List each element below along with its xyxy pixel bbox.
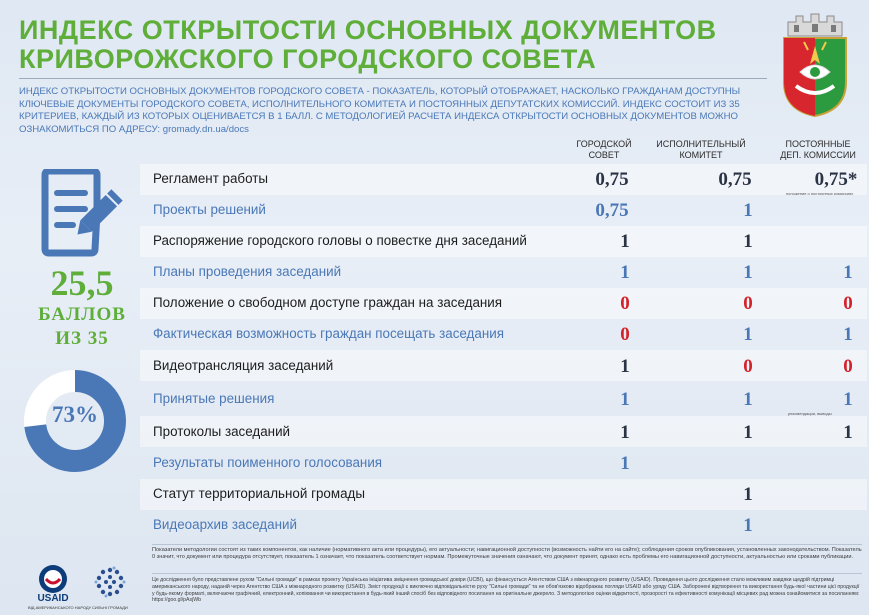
score-unit-line2: ИЗ 35 bbox=[55, 328, 109, 349]
document-pencil-icon bbox=[37, 169, 125, 257]
council-score: 0,75 bbox=[595, 169, 629, 190]
council-score: 1 bbox=[620, 356, 630, 377]
committee-score: 1 bbox=[743, 422, 753, 443]
commissions-score: 0 bbox=[843, 356, 853, 377]
commissions-score: 1 bbox=[843, 324, 853, 345]
criterion-label: Регламент работы bbox=[153, 171, 269, 186]
committee-score: 1 bbox=[743, 200, 753, 221]
strong-hromadas-caption: СИЛЬНІ ГРОМАДИ bbox=[92, 605, 128, 610]
council-score: 1 bbox=[620, 389, 630, 410]
footer-divider bbox=[152, 573, 862, 574]
council-score: 0 bbox=[620, 293, 630, 314]
strong-hromadas-logo bbox=[90, 562, 130, 602]
criterion-label: Видеотрансляция заседаний bbox=[153, 358, 334, 373]
criterion-label: Планы проведения заседаний bbox=[153, 264, 342, 279]
column-header-commissions bbox=[770, 139, 866, 161]
svg-text:USAID: USAID bbox=[37, 593, 69, 603]
criterion-label: Принятые решения bbox=[153, 391, 275, 406]
commissions-score: 0 bbox=[843, 293, 853, 314]
criterion-label: Распоряжение городского головы о повестке дня заседаний bbox=[153, 233, 527, 248]
criterion-label: Проекты решений bbox=[153, 202, 266, 217]
usaid-caption: ВІД АМЕРИКАНСЬКОГО НАРОДУ bbox=[28, 605, 92, 610]
methodology-link[interactable]: gromady.dn.ua/docs bbox=[162, 123, 249, 135]
column-header-commissions-line1: ПОСТОЯННЫЕ bbox=[785, 139, 851, 149]
methodology-note: Показатели методологии состоят из таких компонентов, как наличие (нормативного акта или процедуры), его актуальности; навигационной доступности (возможность найти его на сайте); соблюдения сроков опубликования, установленных законодательством. Показатель 0 значит, что документ или процедура отсутствует, показатель 1 означает, что показатель соответствует нормам. Промежуточные значения означают, что документ принят, однако есть проблемы его навигационной доступности, актуальностью или сроками публикации. bbox=[152, 547, 862, 561]
title-divider bbox=[19, 78, 767, 79]
city-crest-icon bbox=[778, 12, 852, 118]
committee-score: 1 bbox=[743, 231, 753, 252]
criterion-label: Статут территориальной громады bbox=[153, 486, 365, 501]
criterion-label: Фактическая возможность граждан посещать заседания bbox=[153, 326, 504, 341]
usaid-logo bbox=[33, 563, 73, 603]
page-title bbox=[19, 16, 759, 74]
commissions-score: 1 bbox=[843, 262, 853, 283]
council-score: 0 bbox=[620, 324, 630, 345]
score-unit bbox=[34, 303, 130, 351]
committee-score: 0,75 bbox=[718, 169, 752, 190]
council-score: 1 bbox=[620, 231, 630, 252]
criterion-label: Положение о свободном доступе граждан на заседания bbox=[153, 295, 503, 310]
column-header-council-line1: ГОРОДСКОЙ bbox=[576, 139, 632, 149]
title-line-1: ИНДЕКС ОТКРЫТОСТИ ОСНОВНЫХ ДОКУМЕНТОВ bbox=[19, 15, 717, 45]
commissions-score: 0,75* bbox=[814, 169, 858, 190]
committee-score: 1 bbox=[743, 515, 753, 536]
intro-text bbox=[19, 86, 764, 136]
committee-score: 1 bbox=[743, 484, 753, 505]
commissions-score: 1 bbox=[843, 389, 853, 410]
council-score: 1 bbox=[620, 422, 630, 443]
regulation-note: положение о постоянных комиссиях bbox=[786, 191, 854, 196]
committee-score: 1 bbox=[743, 262, 753, 283]
decisions-note: рекомендации, выводы bbox=[788, 411, 832, 416]
committee-score: 0 bbox=[743, 293, 753, 314]
committee-score: 0 bbox=[743, 356, 753, 377]
committee-score: 1 bbox=[743, 324, 753, 345]
footer-divider bbox=[152, 544, 862, 545]
disclaimer-text: Це дослідження було представлене рухом "Сильні громади" в рамках проекту Українська ініціатива зміцнення громадської довіри (UCBI), що фінансується Агентством США з міжнародного розвитку (USAID). Проведення цього дослідження стало можливим завдяки щедрій підтримці американського народу, наданій через Агентство США з міжнародного розвитку (USAID). Зміст продукції є виключно відповідальністю руху "Сильні громади" та не обов'язково відображає погляди USAID або уряду США. Заборонені відтворення та використання будь-якої частини цієї продукції у будь-якому форматі, включаючи графічний, електронний, копіювання чи використання в будь-який інший спосіб без відповідного посилання на оригінальне джерело. З методологією оцінки відкритості, прозорості та ефективності комунікації місцевих рад можна ознайомитися за посиланням: https://goo.gl/pAsjWb bbox=[152, 577, 860, 604]
column-header-committee-line2: КОМИТЕТ bbox=[679, 150, 723, 160]
column-header-committee-line1: ИСПОЛНИТЕЛЬНЫЙ bbox=[656, 139, 746, 149]
score-points: 25,5 bbox=[50, 263, 114, 303]
committee-score: 1 bbox=[743, 389, 753, 410]
column-header-council bbox=[572, 139, 636, 161]
criterion-label: Видеоархив заседаний bbox=[153, 517, 297, 532]
council-score: 0,75 bbox=[595, 200, 629, 221]
criterion-label: Результаты поименного голосования bbox=[153, 455, 383, 470]
commissions-score: 1 bbox=[843, 422, 853, 443]
percent-label: 73% bbox=[52, 402, 98, 427]
score-unit-line1: БАЛЛОВ bbox=[38, 304, 126, 325]
intro-body: ИНДЕКС ОТКРЫТОСТИ ОСНОВНЫХ ДОКУМЕНТОВ ГОРОДСКОГО СОВЕТА - ПОКАЗАТЕЛЬ, КОТОРЫЙ ОТОБРАЖАЕТ, НАСКОЛЬКО ГРАЖДАНАМ ДОСТУПНЫ КЛЮЧЕВЫЕ ДОКУМЕНТЫ ГОРОДСКОГО СОВЕТА, ИСПОЛНИТЕЛЬНОГО КОМИТЕТА И ПОСТОЯННЫХ ДЕПУТАТСКИХ КОМИССИЙ. ИНДЕКС СОСТОИТ ИЗ 35 КРИТЕРИЕВ, КАЖДЫЙ ИЗ КОТОРЫХ ОЦЕНИВАЕТСЯ В 1 БАЛЛ. С МЕТОДОЛОГИЕЙ РАСЧЕТА ИНДЕКСА ОТКРЫТОСТИ ОСНОВНЫХ ДОКУМЕНТОВ МОЖНО ОЗНАКОМИТЬСЯ ПО АДРЕСУ: bbox=[19, 86, 741, 135]
council-score: 1 bbox=[620, 453, 630, 474]
council-score: 1 bbox=[620, 262, 630, 283]
column-header-committee bbox=[653, 139, 749, 161]
title-line-2: КРИВОРОЖСКОГО ГОРОДСКОГО СОВЕТА bbox=[19, 44, 597, 74]
column-header-commissions-line2: ДЕП. КОМИССИИ bbox=[780, 150, 856, 160]
column-header-council-line2: СОВЕТ bbox=[588, 150, 620, 160]
criterion-label: Протоколы заседаний bbox=[153, 424, 291, 439]
